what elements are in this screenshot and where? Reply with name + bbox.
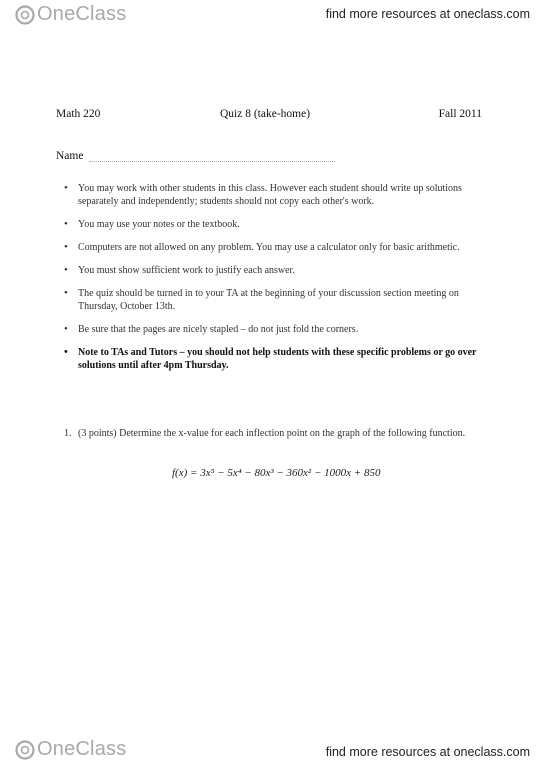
instruction-item: • Computers are not allowed on any problem. You may use a calculator only for basic arithmetic.	[64, 241, 460, 253]
oneclass-brand: OneClass	[37, 738, 127, 760]
oneclass-brand: OneClass	[37, 3, 127, 25]
bullet-icon: •	[64, 287, 68, 299]
bullet-icon: •	[64, 182, 68, 194]
quiz-header	[56, 108, 482, 124]
instruction-item: • The quiz should be turned in to your TA at the beginning of your discussion section meeting on Thursday, October 13th.	[64, 287, 459, 312]
instruction-item: • You may work with other students in this class. However each student should write up solutions separately and independently; students should not copy each other's work.	[64, 182, 462, 207]
problem-number: 1.	[64, 428, 72, 439]
instructions-list	[64, 182, 484, 382]
oneclass-logo-footer	[14, 738, 126, 761]
instruction-item: • You may use your notes or the textbook.	[64, 218, 240, 230]
bullet-icon: •	[64, 323, 68, 335]
resources-link-footer[interactable]: find more resources at oneclass.com	[325, 745, 530, 759]
bullet-icon: •	[64, 346, 68, 358]
course-name: Math 220	[56, 108, 101, 120]
instruction-item: • You must show sufficient work to justify each answer.	[64, 264, 295, 276]
bullet-icon: •	[64, 218, 68, 230]
term: Fall 2011	[438, 108, 482, 120]
problem-1	[64, 427, 484, 440]
name-field	[56, 150, 335, 162]
oneclass-logo	[14, 3, 126, 26]
quiz-title: Quiz 8 (take-home)	[220, 108, 311, 120]
instruction-item: • Be sure that the pages are nicely stapled – do not just fold the corners.	[64, 323, 359, 335]
bullet-icon: •	[64, 264, 68, 276]
bullet-icon: •	[64, 241, 68, 253]
instruction-item-note: • Note to TAs and Tutors – you should not help students with these specific problems or go over solutions until after 4pm Thursday.	[64, 346, 477, 371]
name-rule	[89, 151, 335, 162]
problem-formula: f(x) = 3x⁵ − 5x⁴ − 80x³ − 360x² − 1000x + 850	[172, 467, 381, 479]
name-label: Name	[56, 150, 84, 162]
oneclass-logo-icon	[14, 4, 36, 26]
resources-link[interactable]: find more resources at oneclass.com	[325, 7, 530, 21]
oneclass-logo-icon	[14, 739, 36, 761]
problem-text: (3 points) Determine the x-value for each inflection point on the graph of the following function.	[78, 428, 466, 439]
